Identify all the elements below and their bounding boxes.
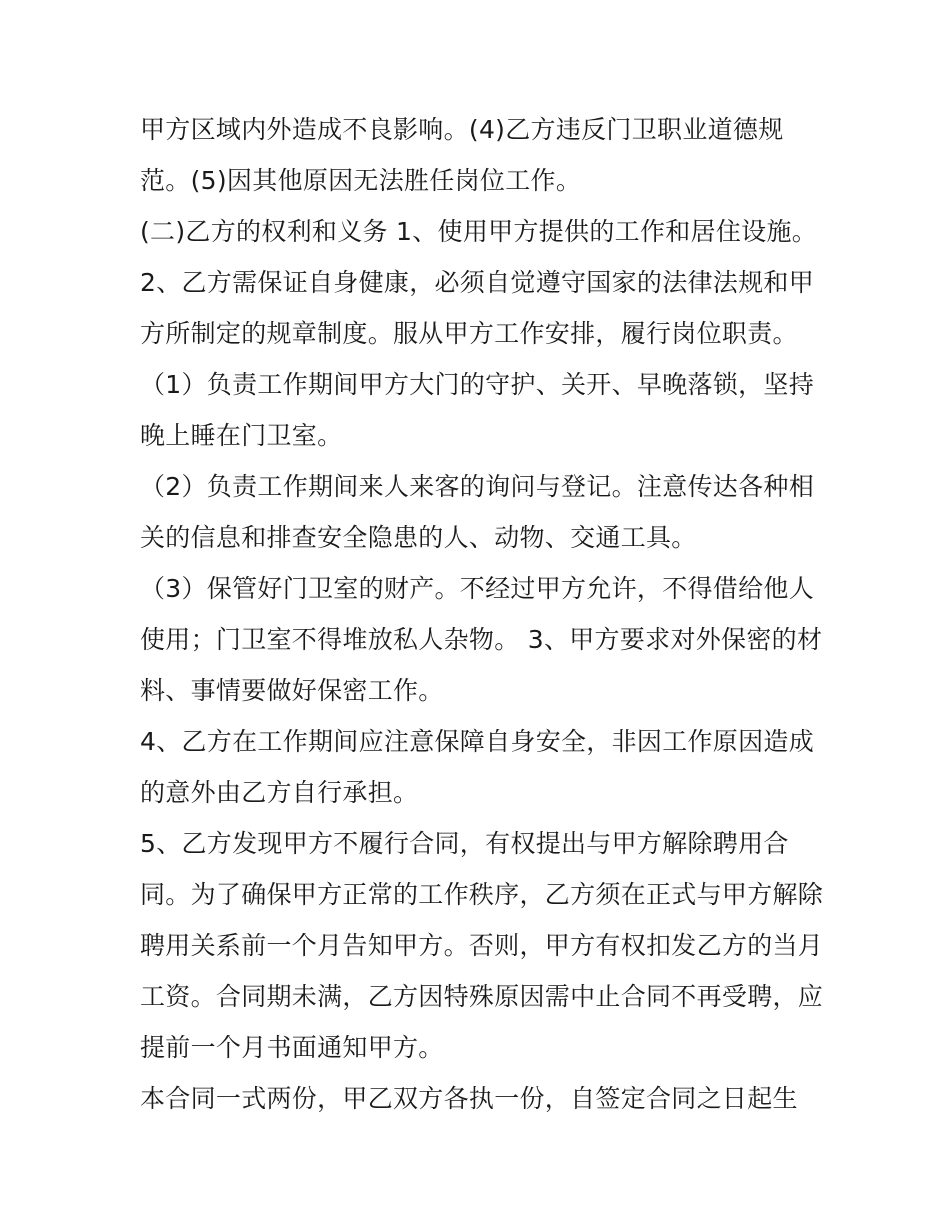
- text-line: (二)乙方的权利和义务 1、使用甲方提供的工作和居住设施。: [140, 217, 818, 246]
- text-line: 甲方区域内外造成不良影响。(4)乙方违反门卫职业道德规: [140, 115, 784, 144]
- text-line: 范。(5)因其他原因无法胜任岗位工作。: [140, 166, 582, 195]
- text-line: 使用；门卫室不得堆放私人杂物。 3、甲方要求对外保密的材: [140, 625, 823, 654]
- text-line: 工资。合同期未满，乙方因特殊原因需中止合同不再受聘，应: [140, 982, 824, 1011]
- text-line: （1）负责工作期间甲方大门的守护、关开、早晚落锁，坚持: [140, 370, 815, 399]
- text-line: （3）保管好门卫室的财产。不经过甲方允许，不得借给他人: [140, 574, 815, 603]
- text-line: 的意外由乙方自行承担。: [140, 778, 419, 807]
- text-line: 料、事情要做好保密工作。: [140, 676, 444, 705]
- text-line: 方所制定的规章制度。服从甲方工作安排，履行岗位职责。: [140, 319, 798, 348]
- text-line: 本合同一式两份，甲乙双方各执一份，自签定合同之日起生: [140, 1084, 798, 1113]
- text-line: 提前一个月书面通知甲方。: [140, 1033, 444, 1062]
- text-line: 同。为了确保甲方正常的工作秩序，乙方须在正式与甲方解除: [140, 880, 824, 909]
- text-line: 2、乙方需保证自身健康，必须自觉遵守国家的法律法规和甲: [140, 268, 815, 297]
- text-line: 4、乙方在工作期间应注意保障自身安全，非因工作原因造成: [140, 727, 815, 756]
- text-line: 晚上睡在门卫室。: [140, 421, 343, 450]
- text-line: 关的信息和排查安全隐患的人、动物、交通工具。: [140, 523, 697, 552]
- text-line: （2）负责工作期间来人来客的询问与登记。注意传达各种相: [140, 472, 815, 501]
- text-line: 5、乙方发现甲方不履行合同，有权提出与甲方解除聘用合: [140, 829, 789, 858]
- text-line: 聘用关系前一个月告知甲方。否则，甲方有权扣发乙方的当月: [140, 931, 824, 960]
